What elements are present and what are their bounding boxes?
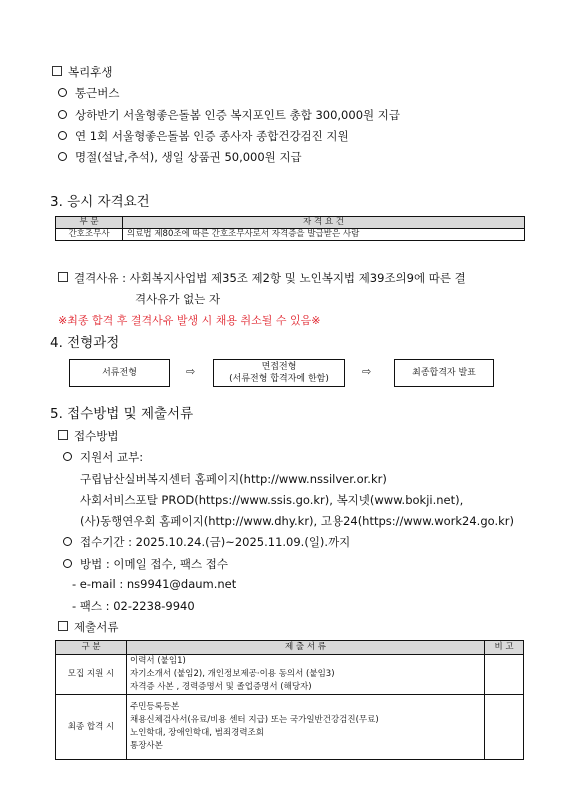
circle-bullet-icon [58,131,67,140]
table-cell-docs: 이력서 (붙임1) 자기소개서 (붙임2), 개인정보제공·이용 동의서 (붙임3) 자격증 사본 , 경력증명서 및 졸업증명서 (해당자) [127,655,485,695]
square-bullet-icon [58,430,68,440]
process-step-document: 서류전형 [69,359,170,387]
process-step-final: 최종합격자 발표 [394,359,494,387]
circle-bullet-icon [58,88,67,97]
square-bullet-icon [58,621,68,631]
table-header-note: 비 고 [485,641,524,655]
section-title-application: 5. 접수방법 및 제출서류 [50,406,194,422]
circle-bullet-icon [58,110,67,119]
documents-header: 제출서류 [58,619,118,635]
circle-bullet-icon [63,559,72,568]
table-header-docs: 제 출 서 류 [127,641,485,655]
section-title-process: 4. 전형과정 [50,335,120,351]
table-cell-category: 최종 합격 시 [56,695,127,760]
disqualification-line-2: 격사유가 없는 자 [135,292,221,306]
arrow-right-icon: ⇨ [186,365,196,378]
warning-note: ※최종 합격 후 결격사유 발생 시 채용 취소될 수 있음※ [58,314,321,327]
table-cell-note [485,655,524,695]
site-line: (사)동행연우회 홈페이지(http://www.dhy.kr), 고용24(https://www.work24.go.kr) [80,514,515,528]
welfare-item: 연 1회 서울형좋은돌봄 인증 종사자 종합건강검진 지원 [58,128,349,144]
form-label: 지원서 교부: [63,449,143,465]
table-header-category: 구 분 [56,641,127,655]
process-step-interview [213,359,345,387]
circle-bullet-icon [63,537,72,546]
application-method: 방법 : 이메일 접수, 팩스 접수 [63,556,228,572]
table-header-dept: 부 문 [56,217,123,229]
qualification-table [55,216,525,241]
table-cell-docs: 주민등록등본 채용신체검사서(유료/비용 센터 지급) 또는 국가일반건강검진(무료) 노인학대, 장애인학대, 범죄경력조회 통장사본 [127,695,485,760]
table-cell-dept: 간호조무사 [56,229,123,241]
circle-bullet-icon [58,152,67,161]
table-row [56,695,524,760]
email-line: - e-mail : ns9941@daum.net [72,577,237,591]
table-cell-note [485,695,524,760]
circle-bullet-icon [63,452,72,461]
site-line: 사회서비스포탈 PROD(https://www.ssis.go.kr), 복지넷(www.bokji.net), [80,493,464,507]
interview-note: (서류전형 합격자에 한함) [229,374,329,384]
interview-label: 면접전형 [261,362,297,372]
site-line: 구립남산실버복지센터 홈페이지(http://www.nssilver.or.kr) [80,472,387,486]
table-row [56,655,524,695]
welfare-header: 복리후생 [52,64,112,80]
table-cell-requirement: 의료법 제80조에 따른 간호조무사로서 자격증을 발급받은 사람 [123,229,525,241]
table-cell-category: 모집 지원 시 [56,655,127,695]
section-title-qualification: 3. 응시 자격요건 [50,194,150,210]
application-period: 접수기간 : 2025.10.24.(금)~2025.11.09.(일).까지 [63,534,350,550]
arrow-right-icon: ⇨ [362,365,372,378]
welfare-item: 통근버스 [58,85,119,101]
welfare-item: 명절(설날,추석), 생일 상품권 50,000원 지급 [58,149,302,165]
disqualification-line: 결격사유 : 사회복지사업법 제35조 제2항 및 노인복지법 제39조의9에 따른 결 [58,270,466,286]
fax-line: - 팩스 : 02-2238-9940 [72,599,195,613]
documents-table [55,640,524,760]
method-header: 접수방법 [58,428,118,444]
table-header-requirement: 자 격 요 건 [123,217,525,229]
square-bullet-icon [52,66,62,76]
square-bullet-icon [58,272,68,282]
welfare-item: 상하반기 서울형좋은돌봄 인증 복지포인트 총합 300,000원 지급 [58,107,400,123]
